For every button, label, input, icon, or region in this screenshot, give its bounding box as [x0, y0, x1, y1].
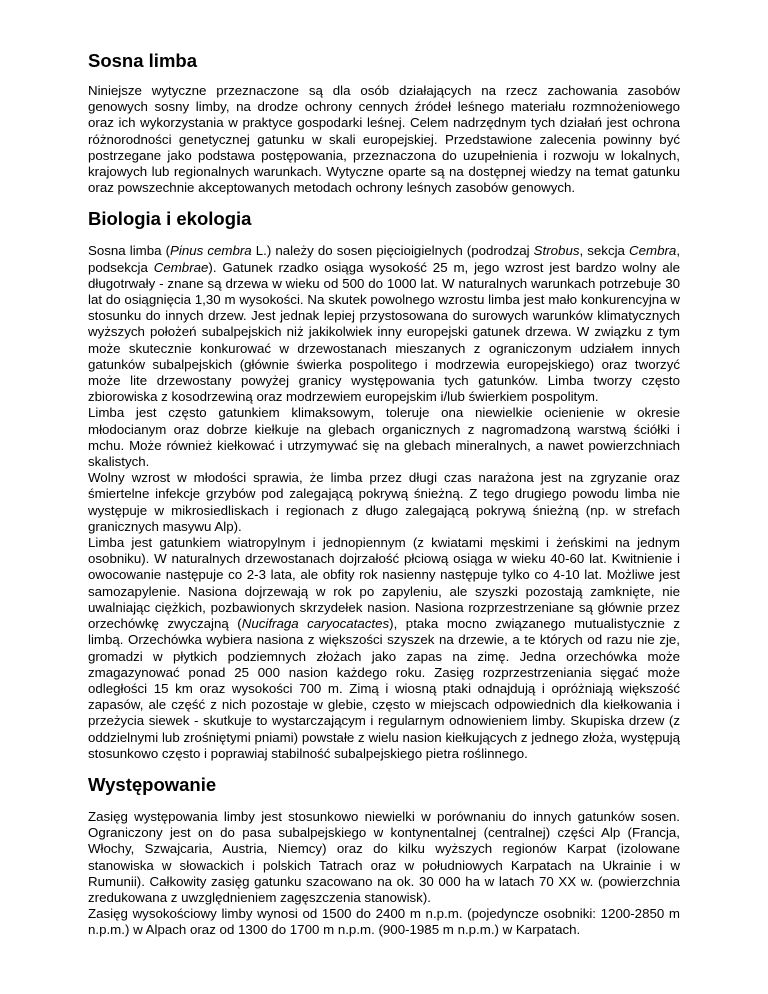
section-title-biologia: Biologia i ekologia: [88, 208, 252, 230]
section-title-wystepowanie: Występowanie: [88, 773, 217, 795]
biology-paragraph-1: Sosna limba (Pinus cembra L.) należy do sosen pięcioigielnych (podrodzaj Strobus, sekcja Cembra, podsekcja Cembrae). Gatunek rzadko osiąga wysokość 25 m, jego wzrost jest bardzo wolny ale długotrwały - znane są drzewa w wieku od 500 do 1000 lat. W naturalnych warunkach potrzebuje 30 lat do osiągnięcia 1,30 m wysokości. Na skutek powolnego wzrostu limba jest mało konkurencyjna w stosunku do innych drzew. Jest jednak lepiej przystosowana do surowych warunków klimatycznych wyższych położeń subalpejskich niż jakikolwiek inny europejski gatunek drzewa. W związku z tym może skutecznie konkurować w drzewostanach mieszanych z ograniczonym udziałem innych gatunków subalpejskich (głównie świerka pospolitego i modrzewia europejskiego) oraz tworzyć może lite drzewostany powyżej granicy występowania tych gatunków. Limba tworzy często zbiorowiska z kosodrzewiną oraz modrzewiem europejskim i/lub świerkiem pospolitym.: [88, 243, 681, 405]
section-title-sosna-limba: Sosna limba: [88, 50, 197, 71]
biology-paragraph-3: Wolny wzrost w młodości sprawia, że limba przez długi czas narażona jest na zgryzanie oraz śmiertelne infekcje grzybów pod zalegającą pokrywą śnieżną. Z tego drugiego powodu limba nie występuje w mikrosiedliskach i regionach z długo zalegającą pokrywą śnieżną (np. w strefach granicznych masywu Alp).: [88, 470, 680, 534]
biology-paragraph-4: Limba jest gatunkiem wiatropylnym i jednopiennym (z kwiatami męskimi i żeńskimi na jednym osobniku). W naturalnych drzewostanach dojrzałość płciową osiąga w wieku 40-60 lat. Kwitnienie i owocowanie następuje co 2-3 lata, ale obfity rok nasienny następuje tylko co 4-10 lat. Możliwe jest samozapylenie. Nasiona dojrzewają w rok po zapyleniu, ale szyszki pozostają zamknięte, nie uwalniając ciężkich, pozbawionych skrzydełek nasion. Nasiona rozprzestrzeniane są głównie przez orzechówkę zwyczajną (Nucifraga caryocatactes), ptaka mocno związanego mutualistycznie z limbą. Orzechówka wybiera nasiona z większości szyszek na drzewie, a te których od razu nie zje, gromadzi w płytkich podziemnych złożach jako zapas na zimę. Jedna orzechówka może zmagazynować ponad 25 000 nasion każdego roku. Zasięg rozprzestrzeniania sięgać może odległości 15 km oraz wysokości 700 m. Zimą i wiosną ptaki odnajdują i opróżniają większość zapasów, ale część z nich pozostaje w glebie, często w miejscach odpowiednich dla kiełkowania i przeżycia siewek - skutkuje to wystarczającym i regularnym odnowieniem limby. Skupiska drzew (z oddzielnymi lub zrośniętymi pniami) powstałe z wielu nasion kiełkujących z jednego złoża, występują stosunkowo często i poprawiaj stabilność subalpejskiego pietra roślinnego.: [88, 535, 680, 761]
biology-paragraph-2: Limba jest często gatunkiem klimaksowym, toleruje ona niewielkie ocienienie w okresie młodocianym oraz dobrze kiełkuje na glebach organicznych z nagromadzoną warstwą ściółki i mchu. Może również kiełkować i utrzymywać się na glebach mineralnych, a nawet powierzchniach skalistych.: [88, 405, 680, 470]
intro-paragraph: Niniejsze wytyczne przeznaczone są dla osób działających na rzecz zachowania zasobów genowych sosny limby, na drodze ochrony cennych źródeł leśnego materiału rozmnożeniowego oraz ich wykorzystania w praktyce gospodarki leśnej. Celem nadrzędnym tych działań jest ochrona różnorodności genetycznej gatunku w skali europejskiej. Przedstawione zalecenia powinny być postrzegane jako podstawa postępowania, przeznaczona do uzupełnienia i rozwoju w lokalnych, krajowych lub regionalnych warunkach. Wytyczne oparte są na dostępnej wiedzy na temat gatunku oraz powszechnie akceptowanych metodach ochrony leśnych zasobów genowych.: [88, 83, 680, 196]
occurrence-paragraph-1: Zasięg występowania limby jest stosunkowo niewielki w porównaniu do innych gatunków sosen. Ograniczony jest on do pasa subalpejskiego w kontynentalnej (centralnej) części Alp (Francja, Włochy, Szwajcaria, Austria, Niemcy) oraz do kilku wyższych regionów Karpat (izolowane stanowiska w słowackich i polskich Tatrach oraz w południowych Karpatach na Ukrainie i w Rumunii). Całkowity zasięg gatunku szacowano na ok. 30 000 ha w latach 70 XX w. (powierzchnia zredukowana z uwzględnieniem zagęszczenia stanowisk).: [88, 808, 680, 905]
occurrence-paragraph-2: Zasięg wysokościowy limby wynosi od 1500 do 2400 m n.p.m. (pojedyncze osobniki: 1200-2850 m n.p.m.) w Alpach oraz od 1300 do 1700 m n.p.m. (900-1985 m n.p.m.) w Karpatach.: [88, 906, 680, 938]
